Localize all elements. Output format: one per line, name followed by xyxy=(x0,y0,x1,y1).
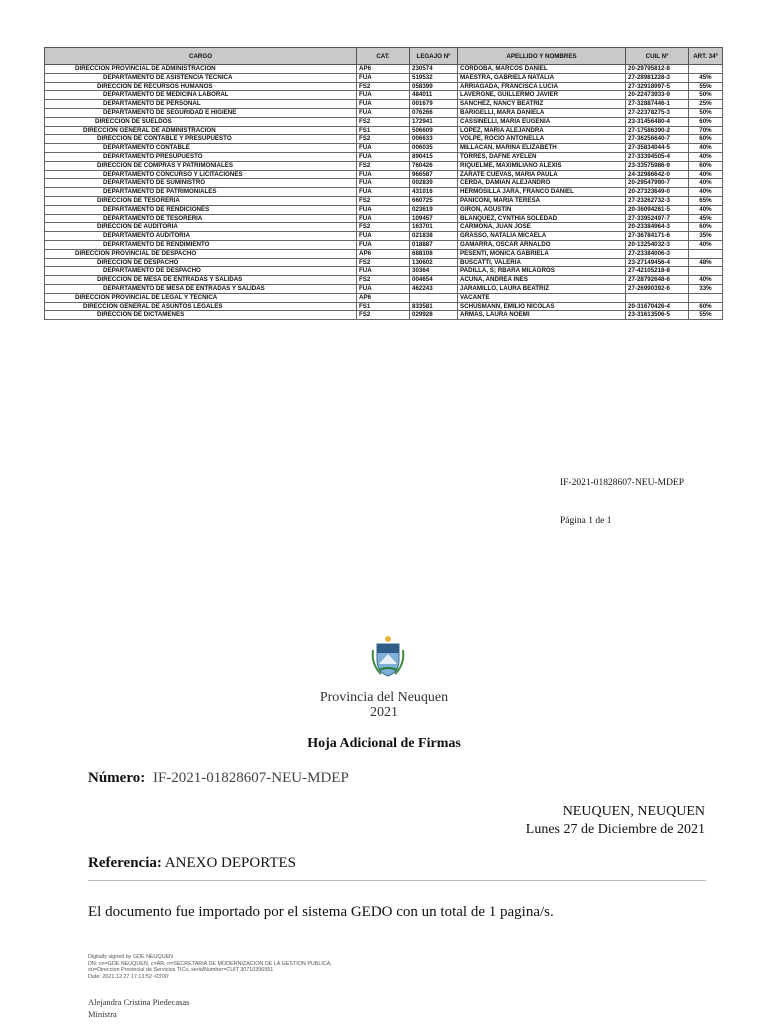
cell-legajo: 006633 xyxy=(410,135,458,144)
cell-cargo: DEPARTAMENTO DE DESPACHO xyxy=(45,267,357,276)
cell-art34: 60% xyxy=(689,117,723,126)
cell-apellido-nombres: CARMONA, JUAN JOSE xyxy=(458,223,626,232)
cell-art34: 40% xyxy=(689,276,723,285)
table-row xyxy=(45,196,723,205)
cell-cat: AP6 xyxy=(357,249,410,258)
cell-cat: FUA xyxy=(357,170,410,179)
cell-cat: FUA xyxy=(357,214,410,223)
neuquen-coat-of-arms xyxy=(371,634,405,678)
cell-cat: FUA xyxy=(357,205,410,214)
cell-apellido-nombres: LOPEZ, MARIA ALEJANDRA xyxy=(458,126,626,135)
cell-cargo: DIRECCIÓN DE MESA DE ENTRADAS Y SALIDAS xyxy=(45,276,357,285)
cell-apellido-nombres: CERDA, DAMIAN ALEJANDRO xyxy=(458,179,626,188)
table-row xyxy=(45,258,723,267)
cell-legajo: 506609 xyxy=(410,126,458,135)
year: 2021 xyxy=(370,705,398,720)
cell-art34 xyxy=(689,267,723,276)
cell-cargo: DIRECCIÓN DE CONTABLE Y PRESUPUESTO xyxy=(45,135,357,144)
signer-name: Alejandra Cristina Piedecasas xyxy=(88,997,190,1007)
cell-cat: FUA xyxy=(357,108,410,117)
cell-apellido-nombres: ACUÑA, ANDREA INES xyxy=(458,276,626,285)
cell-cat: FS2 xyxy=(357,117,410,126)
cell-cuil: 23-31613506-5 xyxy=(626,311,689,320)
page-indicator: Página 1 de 1 xyxy=(560,516,612,526)
numero-label: Número: xyxy=(88,770,146,786)
import-notice: El documento fue importado por el sistema GEDO con un total de 1 pagina/s. xyxy=(88,904,554,920)
cell-art34: 40% xyxy=(689,179,723,188)
table-row xyxy=(45,152,723,161)
cell-cargo: DEPARTAMENTO PRESUPUESTO xyxy=(45,152,357,161)
cell-cat: FS2 xyxy=(357,196,410,205)
cell-legajo: 172941 xyxy=(410,117,458,126)
cell-cat: FUA xyxy=(357,91,410,100)
province-name: Provincia del Neuquen xyxy=(319,690,449,705)
header-apellido-nombres: APELLIDO Y NOMBRES xyxy=(458,48,626,65)
cell-cargo: DIRECCIÓN PROVINCIAL DE ADMINISTRACIÓN xyxy=(45,65,357,74)
table-row xyxy=(45,232,723,241)
cell-art34: 35% xyxy=(689,232,723,241)
cell-legajo: 021838 xyxy=(410,232,458,241)
table-row xyxy=(45,117,723,126)
cell-art34: 40% xyxy=(689,152,723,161)
numero-line xyxy=(88,770,349,787)
cell-cat: FUA xyxy=(357,100,410,109)
cell-cat: FUA xyxy=(357,73,410,82)
cell-cargo: DEPARTAMENTO DE MEDICINA LABORAL xyxy=(45,91,357,100)
cell-art34: 40% xyxy=(689,188,723,197)
cell-cargo: DEPARTAMENTO DE PATRIMONIALES xyxy=(45,188,357,197)
table-row xyxy=(45,267,723,276)
staff-table xyxy=(44,47,723,320)
referencia-label: Referencia: xyxy=(88,855,162,871)
cell-cargo: DEPARTAMENTO DE RENDICIONES xyxy=(45,205,357,214)
cell-cuil: 20-31670426-4 xyxy=(626,302,689,311)
cell-art34: 40% xyxy=(689,205,723,214)
cell-cat: FS2 xyxy=(357,223,410,232)
cell-apellido-nombres: ARRIAGADA, FRANCISCA LUCIA xyxy=(458,82,626,91)
cell-cuil: 20-36094261-5 xyxy=(626,205,689,214)
cell-art34: 55% xyxy=(689,311,723,320)
signature-sheet-heading: Hoja Adicional de Firmas xyxy=(307,736,461,751)
cell-cuil: 20-27323649-0 xyxy=(626,188,689,197)
referencia-value: ANEXO DEPORTES xyxy=(164,855,296,871)
header-cuil: CUIL Nº xyxy=(626,48,689,65)
cell-apellido-nombres: CORDOBA, MARCOS DANIEL xyxy=(458,65,626,74)
cell-apellido-nombres: SANCHEZ, NANCY BEATRIZ xyxy=(458,100,626,109)
table-row xyxy=(45,240,723,249)
cell-legajo: 006035 xyxy=(410,144,458,153)
cell-cat: FS2 xyxy=(357,161,410,170)
cell-legajo: 519532 xyxy=(410,73,458,82)
cell-cuil: 23-31456480-4 xyxy=(626,117,689,126)
cell-cargo: DIRECCIÓN GENERAL DE ADMINISTRACIÓN xyxy=(45,126,357,135)
table-row xyxy=(45,73,723,82)
cell-apellido-nombres: VOLPE, ROCIO ANTONELLA xyxy=(458,135,626,144)
cell-cuil: 27-28792648-6 xyxy=(626,276,689,285)
cell-legajo: 076266 xyxy=(410,108,458,117)
cell-apellido-nombres: SCHUSMANN, EMILIO NICOLAS xyxy=(458,302,626,311)
cell-cuil: 27-36784171-6 xyxy=(626,232,689,241)
signature-line: Date: 2021.12.27 17:13:52 -03'00' xyxy=(88,973,170,980)
cell-legajo: 833581 xyxy=(410,302,458,311)
cell-legajo: 002839 xyxy=(410,179,458,188)
cell-art34: 50% xyxy=(689,91,723,100)
cell-art34: 45% xyxy=(689,73,723,82)
header-art34: ART. 34º xyxy=(689,48,723,65)
cell-cuil: 20-13254032-3 xyxy=(626,240,689,249)
cell-legajo: 058399 xyxy=(410,82,458,91)
cell-art34: 65% xyxy=(689,196,723,205)
cell-cuil: 20-23384964-3 xyxy=(626,223,689,232)
cell-apellido-nombres: BUSCATTI, VALERIA xyxy=(458,258,626,267)
cell-art34: 33% xyxy=(689,284,723,293)
cell-cat: AP6 xyxy=(357,65,410,74)
table-row xyxy=(45,223,723,232)
cell-cuil: 27-28981228-3 xyxy=(626,73,689,82)
cell-cuil: 20-29795812-8 xyxy=(626,65,689,74)
cell-cat: FS1 xyxy=(357,126,410,135)
cell-legajo: 484011 xyxy=(410,91,458,100)
cell-cat: FUA xyxy=(357,152,410,161)
cell-apellido-nombres: HERMOSILLA JARA, FRANCO DANIEL xyxy=(458,188,626,197)
table-row xyxy=(45,91,723,100)
header-cat: CAT. xyxy=(357,48,410,65)
table-row xyxy=(45,284,723,293)
cell-legajo xyxy=(410,293,458,302)
cell-legajo: 890415 xyxy=(410,152,458,161)
cell-cuil: 20-22473933-9 xyxy=(626,91,689,100)
cell-apellido-nombres: CASSINELLI, MARIA EUGENIA xyxy=(458,117,626,126)
cell-cat: FUA xyxy=(357,144,410,153)
cell-cat: FS2 xyxy=(357,258,410,267)
cell-cat: FUA xyxy=(357,267,410,276)
cell-legajo: 688108 xyxy=(410,249,458,258)
cell-cat: FS2 xyxy=(357,311,410,320)
cell-cuil: 23-27149456-4 xyxy=(626,258,689,267)
signer-block xyxy=(88,996,190,1020)
cell-legajo: 001679 xyxy=(410,100,458,109)
cell-cargo: DEPARTAMENTO CONTABLE xyxy=(45,144,357,153)
cell-cargo: DEPARTAMENTO DE SEGURIDAD E HIGIENE xyxy=(45,108,357,117)
cell-art34: 50% xyxy=(689,108,723,117)
table-row xyxy=(45,161,723,170)
cell-art34 xyxy=(689,249,723,258)
cell-legajo: 163701 xyxy=(410,223,458,232)
cell-legajo: 130602 xyxy=(410,258,458,267)
cell-cuil: 27-26990392-6 xyxy=(626,284,689,293)
cell-cuil: 27-35834044-5 xyxy=(626,144,689,153)
cell-apellido-nombres: LAVERGNE, GUILLERMO JAVIER xyxy=(458,91,626,100)
signer-title: Ministra xyxy=(88,1009,117,1019)
signature-line: Digitally signed by GDE NEUQUEN xyxy=(88,954,174,960)
table-row xyxy=(45,293,723,302)
cell-cuil: 27-32887446-1 xyxy=(626,100,689,109)
cell-art34: 60% xyxy=(689,135,723,144)
cell-cuil: 23-33575986-9 xyxy=(626,161,689,170)
cell-cargo: DIRECCIÓN DE SUELDOS xyxy=(45,117,357,126)
table-row xyxy=(45,311,723,320)
cell-apellido-nombres: ARMAS, LAURA NOEMI xyxy=(458,311,626,320)
table-row xyxy=(45,82,723,91)
cell-cargo: DEPARTAMENTO DE TESORERIA xyxy=(45,214,357,223)
numero-value: IF-2021-01828607-NEU-MDEP xyxy=(152,770,349,786)
cell-cargo: DIRECCIÓN DE AUDITORIA xyxy=(45,223,357,232)
cell-cargo: DIRECCIÓN DE TESORERIA xyxy=(45,196,357,205)
cell-cargo: DIRECCIÓN GENERAL DE ASUNTOS LEGALES xyxy=(45,302,357,311)
cell-legajo: 109457 xyxy=(410,214,458,223)
cell-art34: 40% xyxy=(689,170,723,179)
cell-apellido-nombres: PESENTI, MONICA GABRIELA xyxy=(458,249,626,258)
cell-cargo: DEPARTAMENTO DE PERSONAL xyxy=(45,100,357,109)
cell-apellido-nombres: BLANQUEZ, CYNTHIA SOLEDAD xyxy=(458,214,626,223)
cell-art34: 45% xyxy=(689,214,723,223)
table-row xyxy=(45,170,723,179)
signature-line: DN: cn=GDE NEUQUEN, c=AR, o=SECRETARIA DE MODERNIZACION DE LA GESTION PUBLICA, xyxy=(88,960,332,967)
cell-cargo: DEPARTAMENTO AUDITORIA xyxy=(45,232,357,241)
cell-apellido-nombres: BARIGELLI, MARA DANIELA xyxy=(458,108,626,117)
cell-cargo: DIRECCION PROVINCIAL DE LEGAL Y TECNICA xyxy=(45,293,357,302)
cell-cat: FUA xyxy=(357,188,410,197)
cell-cuil: 27-17586390-2 xyxy=(626,126,689,135)
cell-apellido-nombres: PANICONI, MARIA TERESA xyxy=(458,196,626,205)
cell-cuil: 24-32986642-0 xyxy=(626,170,689,179)
cell-legajo: 004654 xyxy=(410,276,458,285)
table-body xyxy=(45,65,723,320)
cell-cargo: DEPARTAMENTO DE MESA DE ENTRADAS Y SALIDAS xyxy=(45,284,357,293)
cell-cargo: DIRECCIÓN DE COMPRAS Y PATRIMONIALES xyxy=(45,161,357,170)
cell-art34: 60% xyxy=(689,161,723,170)
cell-cat: FUA xyxy=(357,232,410,241)
cell-legajo: 462243 xyxy=(410,284,458,293)
cell-legajo: 660725 xyxy=(410,196,458,205)
cell-legajo: 018887 xyxy=(410,240,458,249)
cell-apellido-nombres: GIRON, AGUSTIN xyxy=(458,205,626,214)
cell-art34: 40% xyxy=(689,240,723,249)
date: Lunes 27 de Diciembre de 2021 xyxy=(525,822,705,837)
table-row xyxy=(45,100,723,109)
signature-line: ou=Direccion Provincial de Servicios TICs, serialNumber=CUIT 30710396951 xyxy=(88,967,274,974)
cell-art34: 60% xyxy=(689,302,723,311)
cell-cargo: DIRECCION PROVINCIAL DE DESPACHO xyxy=(45,249,357,258)
cell-cargo: DIRECCIÓN DE DESPACHO xyxy=(45,258,357,267)
cell-cuil xyxy=(626,293,689,302)
cell-apellido-nombres: GAMARRA, OSCAR ARNALDO xyxy=(458,240,626,249)
table-row xyxy=(45,144,723,153)
cell-apellido-nombres: TORRES, DAFNE AYELEN xyxy=(458,152,626,161)
digital-signature-block xyxy=(88,954,332,980)
cell-cat: FUA xyxy=(357,284,410,293)
cell-art34: 60% xyxy=(689,223,723,232)
table-row xyxy=(45,205,723,214)
cell-apellido-nombres: JARAMILLO, LAURA BEATRIZ xyxy=(458,284,626,293)
cell-cat: FS2 xyxy=(357,82,410,91)
header-cargo: CARGO xyxy=(45,48,357,65)
cell-cargo: DEPARTAMENTO DE SUMINISTRO xyxy=(45,179,357,188)
table-row xyxy=(45,249,723,258)
cell-apellido-nombres: RIQUELME, MAXIMILIANO ALEXIS xyxy=(458,161,626,170)
cell-art34: 70% xyxy=(689,126,723,135)
cell-cuil: 27-42105218-8 xyxy=(626,267,689,276)
cell-cargo: DEPARTAMENTO DE ASISTENCIA TECNICA xyxy=(45,73,357,82)
referencia-line xyxy=(88,855,296,872)
cell-art34: 40% xyxy=(689,144,723,153)
cell-apellido-nombres: ZARATE CUEVAS, MARIA PAULA xyxy=(458,170,626,179)
cell-cuil: 27-32918997-5 xyxy=(626,82,689,91)
cell-apellido-nombres: VACANTE xyxy=(458,293,626,302)
footer-document-number: IF-2021-01828607-NEU-MDEP xyxy=(560,478,685,488)
cell-cargo: DIRECCIÓN DE DICTAMENES xyxy=(45,311,357,320)
cell-cat: FS1 xyxy=(357,302,410,311)
table-header-row xyxy=(45,48,723,65)
cell-cat: FUA xyxy=(357,240,410,249)
cell-cat: FS2 xyxy=(357,135,410,144)
cell-cuil: 27-36256640-7 xyxy=(626,135,689,144)
table-row xyxy=(45,276,723,285)
cell-art34: 48% xyxy=(689,258,723,267)
cell-art34 xyxy=(689,293,723,302)
cell-apellido-nombres: MAESTRA, GABRIELA NATALIA xyxy=(458,73,626,82)
cell-cat: FUA xyxy=(357,179,410,188)
table-row xyxy=(45,179,723,188)
cell-art34: 25% xyxy=(689,100,723,109)
cell-legajo: 760426 xyxy=(410,161,458,170)
cell-apellido-nombres: GRASSO, NATALIA MICAELA xyxy=(458,232,626,241)
table-row xyxy=(45,188,723,197)
divider xyxy=(88,880,706,881)
cell-legajo: 966587 xyxy=(410,170,458,179)
cell-legajo: 029928 xyxy=(410,311,458,320)
cell-legajo: 023619 xyxy=(410,205,458,214)
header-legajo: LEGAJO Nº xyxy=(410,48,458,65)
cell-cargo: DEPARTAMENTO DE RENDIMIENTO xyxy=(45,240,357,249)
cell-cuil: 27-33952497-7 xyxy=(626,214,689,223)
cell-legajo: 230574 xyxy=(410,65,458,74)
cell-cargo: DIRECCIÓN DE RECURSOS HUMANOS xyxy=(45,82,357,91)
table-row xyxy=(45,65,723,74)
table-row xyxy=(45,135,723,144)
cell-legajo: 431016 xyxy=(410,188,458,197)
cell-cuil: 27-23384006-3 xyxy=(626,249,689,258)
table-row xyxy=(45,126,723,135)
cell-cuil: 20-29547990-7 xyxy=(626,179,689,188)
cell-cat: FS2 xyxy=(357,276,410,285)
table-row xyxy=(45,108,723,117)
cell-cuil: 27-33394505-4 xyxy=(626,152,689,161)
table-row xyxy=(45,214,723,223)
cell-cuil: 27-22378275-3 xyxy=(626,108,689,117)
cell-cargo: DEPARTAMENTO CONCURSO Y LICITACIONES xyxy=(45,170,357,179)
cell-cuil: 27-23262732-3 xyxy=(626,196,689,205)
cell-apellido-nombres: MILLACAN, MARINA ELIZABETH xyxy=(458,144,626,153)
cell-cat: AP6 xyxy=(357,293,410,302)
cell-art34: 55% xyxy=(689,82,723,91)
table-row xyxy=(45,302,723,311)
cell-apellido-nombres: PADILLA, S; RBARA MILAGROS xyxy=(458,267,626,276)
cell-legajo: 30364 xyxy=(410,267,458,276)
city: NEUQUEN, NEUQUEN xyxy=(562,804,705,819)
cell-art34 xyxy=(689,65,723,74)
